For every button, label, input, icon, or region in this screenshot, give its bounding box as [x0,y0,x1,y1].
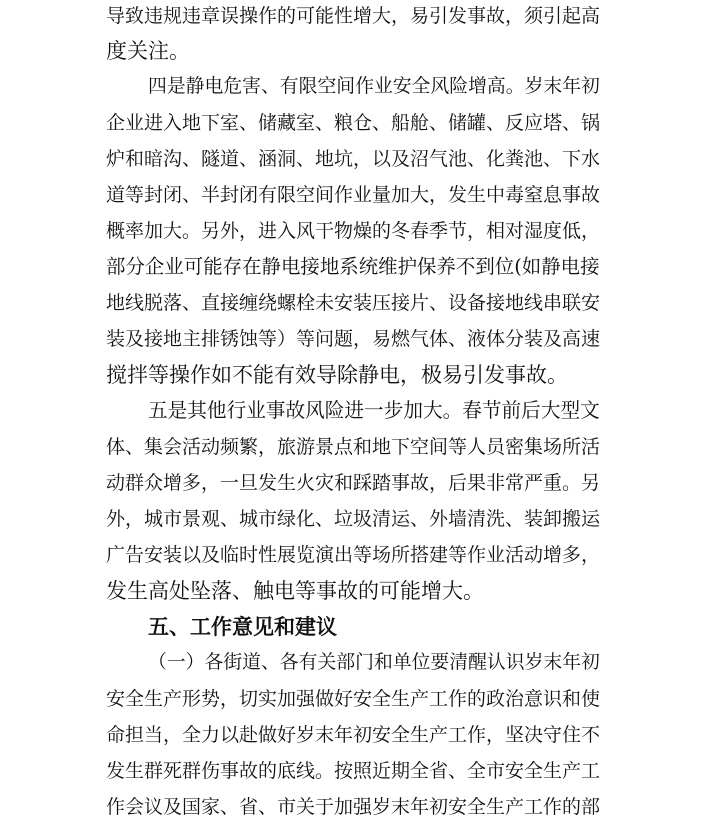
paragraph-start-line: （一）各街道、各有关部门和单位要清醒认识岁末年初 [148,652,600,673]
paragraph-start-line: 五是其他行业事故风险进一步加大。春节前后大型文 [148,399,600,422]
text-line: 度关注。 [106,39,190,63]
section-heading: 五、工作意见和建议 [148,615,337,639]
text-line: 企业进入地下室、储藏室、粮仓、船舱、储罐、反应塔、锅 [106,112,601,134]
text-line: 命担当，全力以赴做好岁末年初安全生产工作，坚决守住不 [106,724,601,746]
text-line: 发生群死群伤事故的底线。按照近期全省、全市安全生产工 [106,760,601,782]
text-line: 部分企业可能存在静电接地系统维护保养不到位(如静电接 [106,255,600,278]
text-line: 发生高处坠落、触电等事故的可能增大。 [106,579,484,603]
text-line: 导致违规违章误操作的可能性增大，易引发事故，须引起高 [106,5,601,27]
text-line: 安全生产形势，切实加强做好安全生产工作的政治意识和使 [106,688,601,710]
text-line: 炉和暗沟、隧道、涵洞、地坑，以及沼气池、化粪池、下水 [106,148,601,170]
text-line: 体、集会活动频繁，旅游景点和地下空间等人员密集场所活 [106,436,601,458]
text-line: 作会议及国家、省、市关于加强岁末年初安全生产工作的部 [106,796,601,818]
paragraph-start-line: 四是静电危害、有限空间作业安全风险增高。岁末年初 [148,76,600,97]
text-line: 道等封闭、半封闭有限空间作业量加大，发生中毒窒息事故 [106,184,601,206]
text-line: 概率加大。另外，进入风干物燥的冬春季节，相对湿度低， [106,220,601,242]
text-line: 广告安装以及临时性展览演出等场所搭建等作业活动增多， [106,544,601,566]
text-line: 动群众增多，一旦发生火灾和踩踏事故，后果非常严重。另 [106,472,601,494]
text-line: 装及接地主排锈蚀等）等问题，易燃气体、液体分装及高速 [106,328,601,350]
text-line: 外，城市景观、城市绿化、垃圾清运、外墙清洗、装卸搬运 [106,508,601,530]
text-line: 搅拌等操作如不能有效导除静电，极易引发事故。 [106,363,568,387]
text-line: 地线脱落、直接缠绕螺栓未安装压接片、设备接地线串联安 [106,292,601,314]
